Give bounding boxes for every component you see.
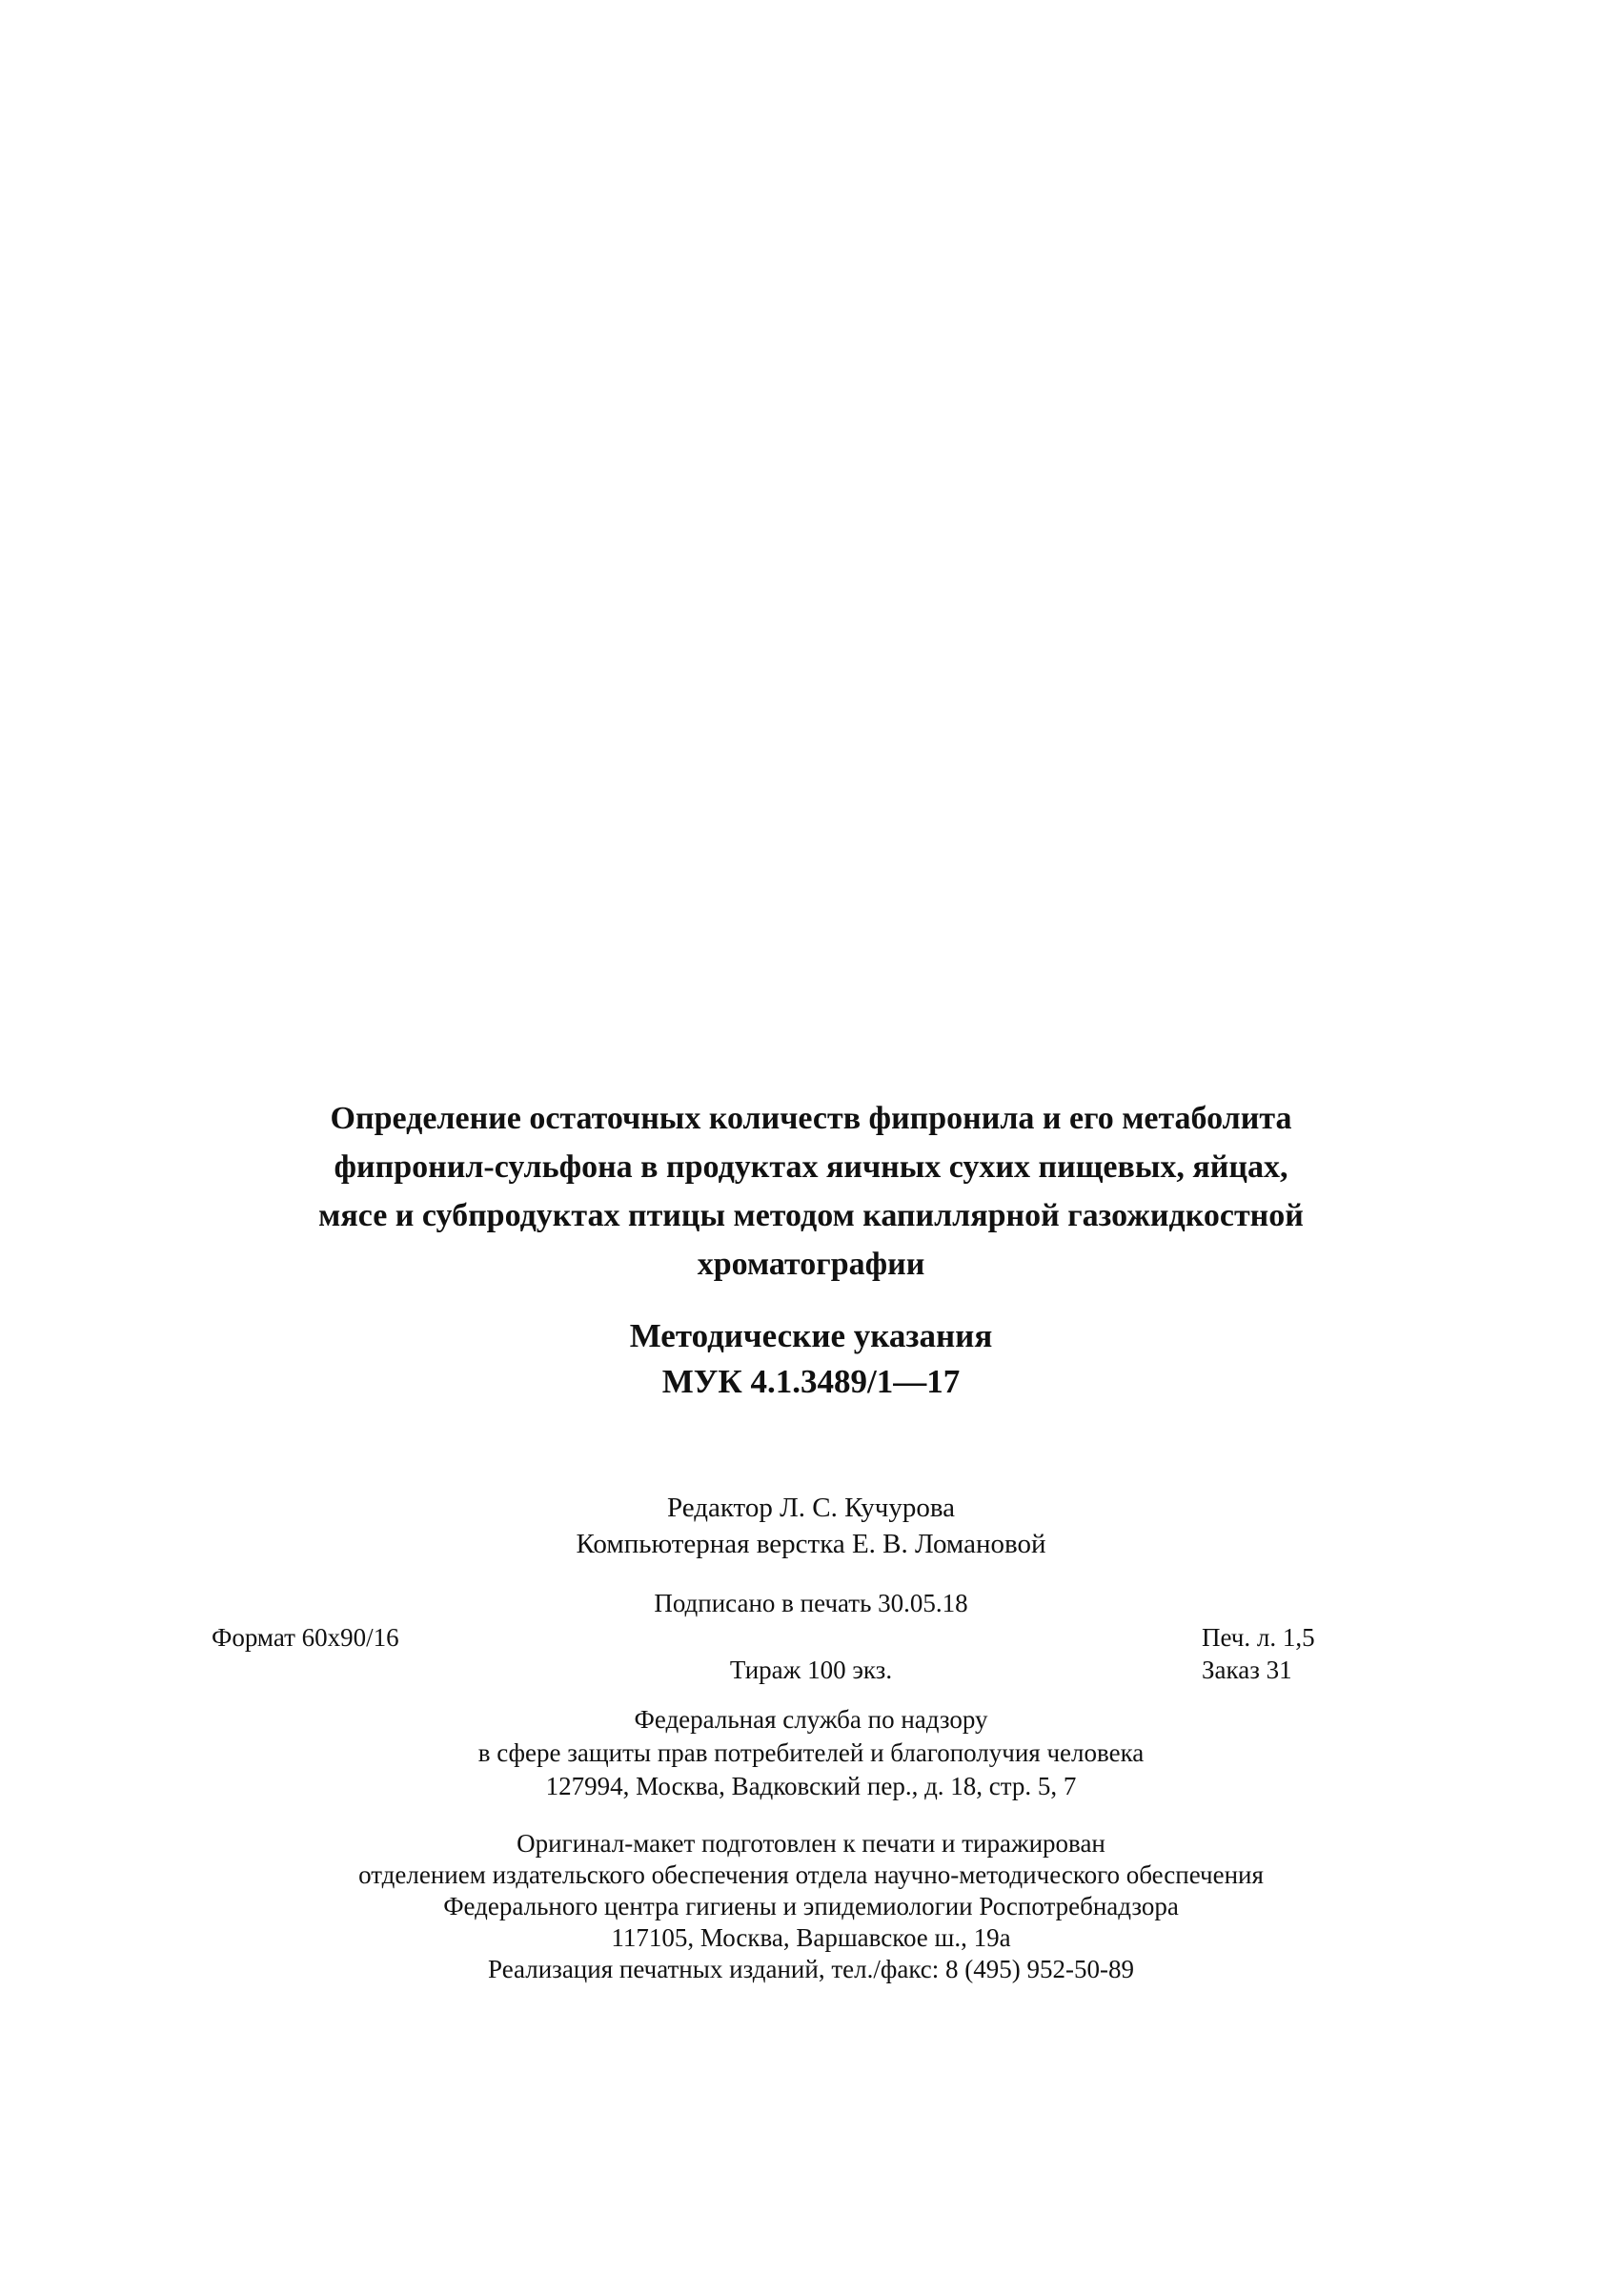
producer-line: Федерального центра гигиены и эпидемиологии Роспотребнадзора [443, 1892, 1179, 1920]
print-run: Тираж 100 экз. [729, 1656, 893, 1684]
producer-line: 117105, Москва, Варшавское ш., 19а [611, 1923, 1011, 1952]
signed-for-print: Подписано в печать 30.05.18 [654, 1589, 968, 1617]
order-number: Заказ 31 [1202, 1656, 1292, 1684]
credits [191, 1490, 1431, 1562]
title-line: фипронил-сульфона в продуктах яичных сухих пищевых, яйцах, [334, 1149, 1288, 1185]
producer-line: Реализация печатных изданий, тел./факс: 8 (495) 952-50-89 [488, 1955, 1134, 1983]
document-subtitle [191, 1313, 1431, 1405]
publisher-line: 127994, Москва, Вадковский пер., д. 18, стр. 5, 7 [545, 1772, 1077, 1800]
layout-credit: Компьютерная верстка Е. В. Ломановой [576, 1529, 1046, 1559]
document-number: МУК 4.1.3489/1—17 [661, 1363, 961, 1400]
producer-line: Оригинал-макет подготовлен к печати и тиражирован [517, 1829, 1105, 1858]
title-line: хроматографии [697, 1247, 925, 1282]
producer-line: отделением издательского обеспечения отдела научно-методического обеспечения [358, 1860, 1264, 1889]
document-title [191, 1094, 1431, 1289]
title-line: мясе и субпродуктах птицы методом капиллярной газожидкостной [318, 1198, 1304, 1233]
title-line: Определение остаточных количеств фипронила и его метаболита [330, 1101, 1292, 1136]
producer-info [191, 1828, 1431, 1985]
document-type: Методические указания [629, 1317, 993, 1354]
paper-format: Формат 60x90/16 [212, 1623, 399, 1652]
publisher-line: Федеральная служба по надзору [634, 1705, 988, 1734]
editor-credit: Редактор Л. С. Кучурова [666, 1493, 956, 1523]
publisher-line: в сфере защиты прав потребителей и благополучия человека [477, 1738, 1145, 1767]
printed-sheets: Печ. л. 1,5 [1202, 1623, 1315, 1652]
publisher-info [191, 1703, 1431, 1803]
